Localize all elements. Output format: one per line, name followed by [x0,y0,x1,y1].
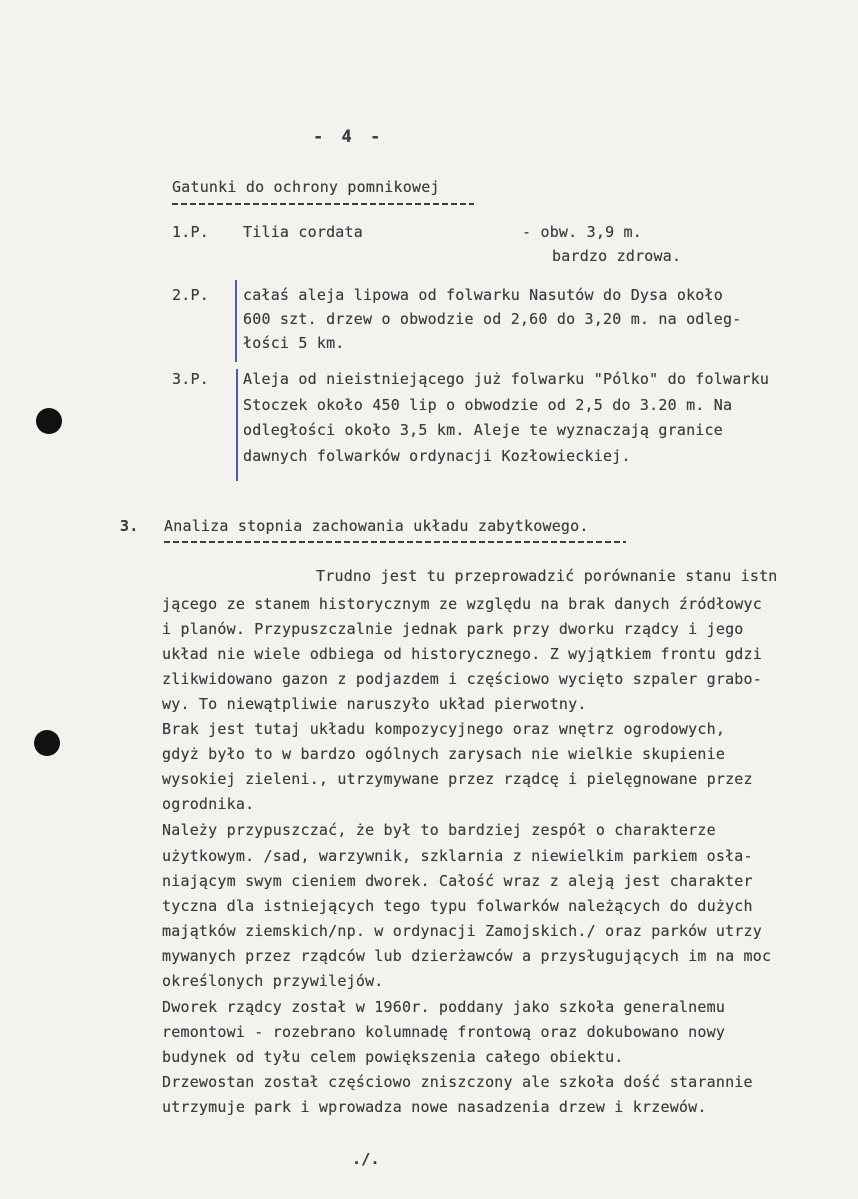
paragraph-line-13: niającym swym cieniem dworek. Całość wraz z aleją jest charakter [162,872,753,890]
continuation-mark: ./. [352,1150,380,1168]
paragraph-line-15: majątków ziemskich/np. w ordynacji Zamojskich./ oraz parków utrzy [162,922,762,940]
item-2-line-3: łości 5 km. [243,334,345,352]
paragraph-line-14: tyczna dla istniejących tego typu folwarków należących do dużych [162,897,753,915]
item-2-number: 2.P. [172,286,209,304]
paragraph-line-3: i planów. Przypuszczalnie jednak park przy dworku rządcy i jego [162,620,744,638]
section-title: Gatunki do ochrony pomnikowej [172,178,440,196]
paragraph-line-10: ogrodnika. [162,795,255,813]
paragraph-line-9: wysokiej zieleni., utrzymywane przez rządcę i pielęgnowane przez [162,770,753,788]
paragraph-line-5: zlikwidowano gazon z podjazdem i częściowo wycięto szpaler grabo- [162,670,762,688]
paragraph-line-12: użytkowym. /sad, warzywnik, szklarnia z niewielkim parkiem osła- [162,847,753,865]
paragraph-line-17: określonych przywilejów. [162,972,384,990]
paragraph-line-6: wy. To niewątpliwie naruszyło układ pierwotny. [162,695,587,713]
margin-mark-item-3 [236,369,238,481]
margin-mark-item-2 [235,280,237,362]
section-3-number: 3. [120,517,139,535]
punch-hole-top [36,408,62,434]
paragraph-line-22: utrzymuje park i wprowadza nowe nasadzenia drzew i krzewów. [162,1098,707,1116]
section-3-title: Analiza stopnia zachowania układu zabytkowego. [164,517,589,535]
paragraph-line-7: Brak jest tutaj układu kompozycyjnego oraz wnętrz ogrodowych, [162,720,726,738]
item-2-line-1: całaś aleja lipowa od folwarku Nasutów do Dysa około [243,286,723,304]
item-3-number: 3.P. [172,370,209,388]
item-1-species: Tilia cordata [243,223,363,241]
section-3-underline [164,541,626,543]
paragraph-line-2: jącego ze stanem historycznym ze względu na brak danych źródłowyc [162,595,762,613]
paragraph-line-19: remontowi - rozebrano kolumnadę frontową oraz dokubowano nowy [162,1023,726,1041]
paragraph-line-16: mywanych przez rządców lub dzierżawców a przysługujących im na moc [162,947,772,965]
item-1-number: 1.P. [172,223,209,241]
item-3-line-3: odległości około 3,5 km. Aleje te wyznaczają granice [243,421,723,439]
item-3-line-2: Stoczek około 450 lip o obwodzie od 2,5 do 3.20 m. Na [243,396,733,414]
item-1-girth: - obw. 3,9 m. [522,223,642,241]
paragraph-line-11: Należy przypuszczać, że był to bardziej zespół o charakterze [162,821,716,839]
paragraph-line-20: budynek od tyłu celem powiększenia całego obiektu. [162,1048,624,1066]
paragraph-line-18: Dworek rządcy został w 1960r. poddany jako szkoła generalnemu [162,998,726,1016]
item-2-line-2: 600 szt. drzew o obwodzie od 2,60 do 3,20 m. na odleg- [243,310,742,328]
paragraph-line-4: układ nie wiele odbiega od historycznego. Z wyjątkiem frontu gdzi [162,645,762,663]
item-3-line-4: dawnych folwarków ordynacji Kozłowieckiej. [243,447,631,465]
page-number: - 4 - [313,127,385,147]
paragraph-line-1: Trudno jest tu przeprowadzić porównanie stanu istn [316,567,778,585]
item-1-condition: bardzo zdrowa. [552,247,682,265]
punch-hole-bottom [34,730,60,756]
section-title-underline [172,203,474,205]
item-3-line-1: Aleja od nieistniejącego już folwarku "Pólko" do folwarku [243,370,770,388]
paragraph-line-8: gdyż było to w bardzo ogólnych zarysach nie wielkie skupienie [162,745,726,763]
paragraph-line-21: Drzewostan został częściowo zniszczony ale szkoła dość starannie [162,1073,753,1091]
